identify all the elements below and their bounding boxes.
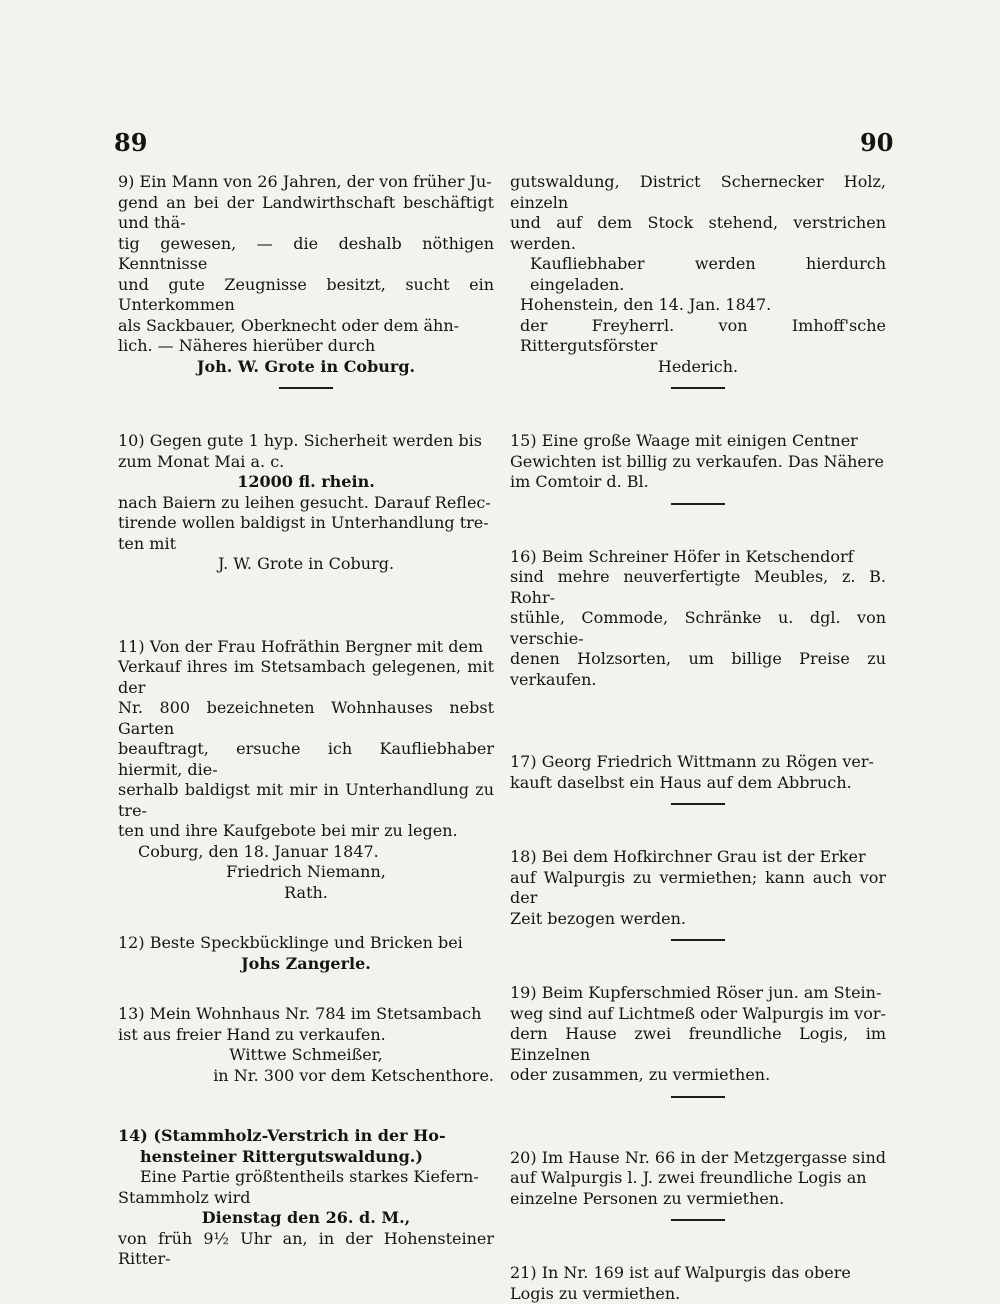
advertisement-16 xyxy=(510,547,886,691)
advertisement-10 xyxy=(118,431,494,575)
ad-line: oder zusammen, zu vermiethen. xyxy=(510,1065,886,1086)
ad-line: 20) Im Hause Nr. 66 in der Metzgergasse sind xyxy=(510,1148,886,1169)
ad-line: Coburg, den 18. Januar 1847. xyxy=(118,842,494,863)
ad-line: weg sind auf Lichtmeß oder Walpurgis im vor- xyxy=(510,1004,886,1025)
ad-date: Dienstag den 26. d. M., xyxy=(118,1208,494,1229)
ad-line: tig gewesen, — die deshalb nöthigen Kenntnisse xyxy=(118,234,494,275)
ad-line: 17) Georg Friedrich Wittmann zu Rögen ver- xyxy=(510,752,886,773)
ad-line: lich. — Näheres hierüber durch xyxy=(118,336,494,357)
advertisement-9 xyxy=(118,172,494,377)
ad-line: 18) Bei dem Hofkirchner Grau ist der Erker xyxy=(510,847,886,868)
advertisement-17 xyxy=(510,752,886,793)
ad-signature: Johs Zangerle. xyxy=(118,954,494,975)
ad-line: Kaufliebhaber werden hierdurch eingeladen. xyxy=(510,254,886,295)
separator-rule xyxy=(279,387,333,389)
separator-rule xyxy=(671,503,725,505)
ad-line: von früh 9½ Uhr an, in der Hohensteiner Ritter- xyxy=(118,1229,494,1270)
ad-line: 21) In Nr. 169 ist auf Walpurgis das obere xyxy=(510,1263,886,1284)
advertisement-12 xyxy=(118,933,494,974)
ad-line: ist aus freier Hand zu verkaufen. xyxy=(118,1025,494,1046)
page-number-right: 90 xyxy=(860,128,893,157)
left-column xyxy=(118,172,494,1270)
advertisement-15 xyxy=(510,431,886,493)
ad-line: Nr. 800 bezeichneten Wohnhauses nebst Garten xyxy=(118,698,494,739)
ad-line: und auf dem Stock stehend, verstrichen werden. xyxy=(510,213,886,254)
ad-line: als Sackbauer, Oberknecht oder dem ähn- xyxy=(118,316,494,337)
advertisement-14 xyxy=(118,1126,494,1270)
ad-line: beauftragt, ersuche ich Kaufliebhaber hiermit, die- xyxy=(118,739,494,780)
ad-signature: Hederich. xyxy=(510,357,886,378)
ad-line: gend an bei der Landwirthschaft beschäftigt und thä- xyxy=(118,193,494,234)
ad-amount: 12000 fl. rhein. xyxy=(118,472,494,493)
advertisement-21 xyxy=(510,1263,886,1304)
ad-line: 15) Eine große Waage mit einigen Centner xyxy=(510,431,886,452)
separator-rule xyxy=(671,387,725,389)
advertisement-19 xyxy=(510,983,886,1086)
advertisement-11 xyxy=(118,637,494,904)
ad-line: gutswaldung, District Schernecker Holz, einzeln xyxy=(510,172,886,213)
ad-heading: 14) (Stammholz-Verstrich in der Ho- xyxy=(118,1126,494,1147)
ad-line: 12) Beste Speckbücklinge und Bricken bei xyxy=(118,933,494,954)
ad-line: 16) Beim Schreiner Höfer in Ketschendorf xyxy=(510,547,886,568)
ad-line: 9) Ein Mann von 26 Jahren, der von früher Ju- xyxy=(118,172,494,193)
ad-line: Zeit bezogen werden. xyxy=(510,909,886,930)
ad-heading: hensteiner Rittergutswaldung.) xyxy=(118,1147,494,1168)
separator-rule xyxy=(671,1219,725,1221)
ad-signature: Wittwe Schmeißer, xyxy=(118,1045,494,1066)
ad-line: 11) Von der Frau Hofräthin Bergner mit dem xyxy=(118,637,494,658)
advertisement-13 xyxy=(118,1004,494,1086)
ad-line: der Freyherrl. von Imhoff'sche Rittergutsförster xyxy=(510,316,886,357)
ad-line: Logis zu vermiethen. xyxy=(510,1284,886,1304)
advertisement-18 xyxy=(510,847,886,929)
ad-line: 19) Beim Kupferschmied Röser jun. am Stein- xyxy=(510,983,886,1004)
ad-line: nach Baiern zu leihen gesucht. Darauf Reflec- xyxy=(118,493,494,514)
ad-line: Verkauf ihres im Stetsambach gelegenen, mit der xyxy=(118,657,494,698)
ad-line: zum Monat Mai a. c. xyxy=(118,452,494,473)
ad-line: auf Walpurgis l. J. zwei freundliche Logis an xyxy=(510,1168,886,1189)
ad-signature-address: in Nr. 300 vor dem Ketschenthore. xyxy=(118,1066,494,1087)
ad-line: 13) Mein Wohnhaus Nr. 784 im Stetsambach xyxy=(118,1004,494,1025)
ad-signature: Friedrich Niemann, xyxy=(118,862,494,883)
ad-line: tirende wollen baldigst in Unterhandlung tre- xyxy=(118,513,494,534)
ad-line: dern Hause zwei freundliche Logis, im Einzelnen xyxy=(510,1024,886,1065)
ad-signature-title: Rath. xyxy=(118,883,494,904)
ad-line: Eine Partie größtentheils starkes Kiefern- xyxy=(118,1167,494,1188)
separator-rule xyxy=(671,1096,725,1098)
ad-line: 10) Gegen gute 1 hyp. Sicherheit werden bis xyxy=(118,431,494,452)
ad-line: ten und ihre Kaufgebote bei mir zu legen. xyxy=(118,821,494,842)
ad-signature: J. W. Grote in Coburg. xyxy=(118,554,494,575)
advertisement-14-continued xyxy=(510,172,886,377)
ad-line: einzelne Personen zu vermiethen. xyxy=(510,1189,886,1210)
ad-line: Stammholz wird xyxy=(118,1188,494,1209)
ad-line: kauft daselbst ein Haus auf dem Abbruch. xyxy=(510,773,886,794)
ad-line: sind mehre neuverfertigte Meubles, z. B. Rohr- xyxy=(510,567,886,608)
separator-rule xyxy=(671,939,725,941)
ad-line: auf Walpurgis zu vermiethen; kann auch vor der xyxy=(510,868,886,909)
ad-line: ten mit xyxy=(118,534,494,555)
separator-rule xyxy=(671,803,725,805)
ad-line: serhalb baldigst mit mir in Unterhandlung zu tre- xyxy=(118,780,494,821)
ad-line: Hohenstein, den 14. Jan. 1847. xyxy=(510,295,886,316)
ad-line: Gewichten ist billig zu verkaufen. Das Nähere xyxy=(510,452,886,473)
ad-line: im Comtoir d. Bl. xyxy=(510,472,886,493)
ad-line: stühle, Commode, Schränke u. dgl. von verschie- xyxy=(510,608,886,649)
ad-signature: Joh. W. Grote in Coburg. xyxy=(118,357,494,378)
page-number-left: 89 xyxy=(114,128,147,157)
right-column xyxy=(510,172,886,1304)
ad-line: und gute Zeugnisse besitzt, sucht ein Unterkommen xyxy=(118,275,494,316)
ad-line: denen Holzsorten, um billige Preise zu verkaufen. xyxy=(510,649,886,690)
